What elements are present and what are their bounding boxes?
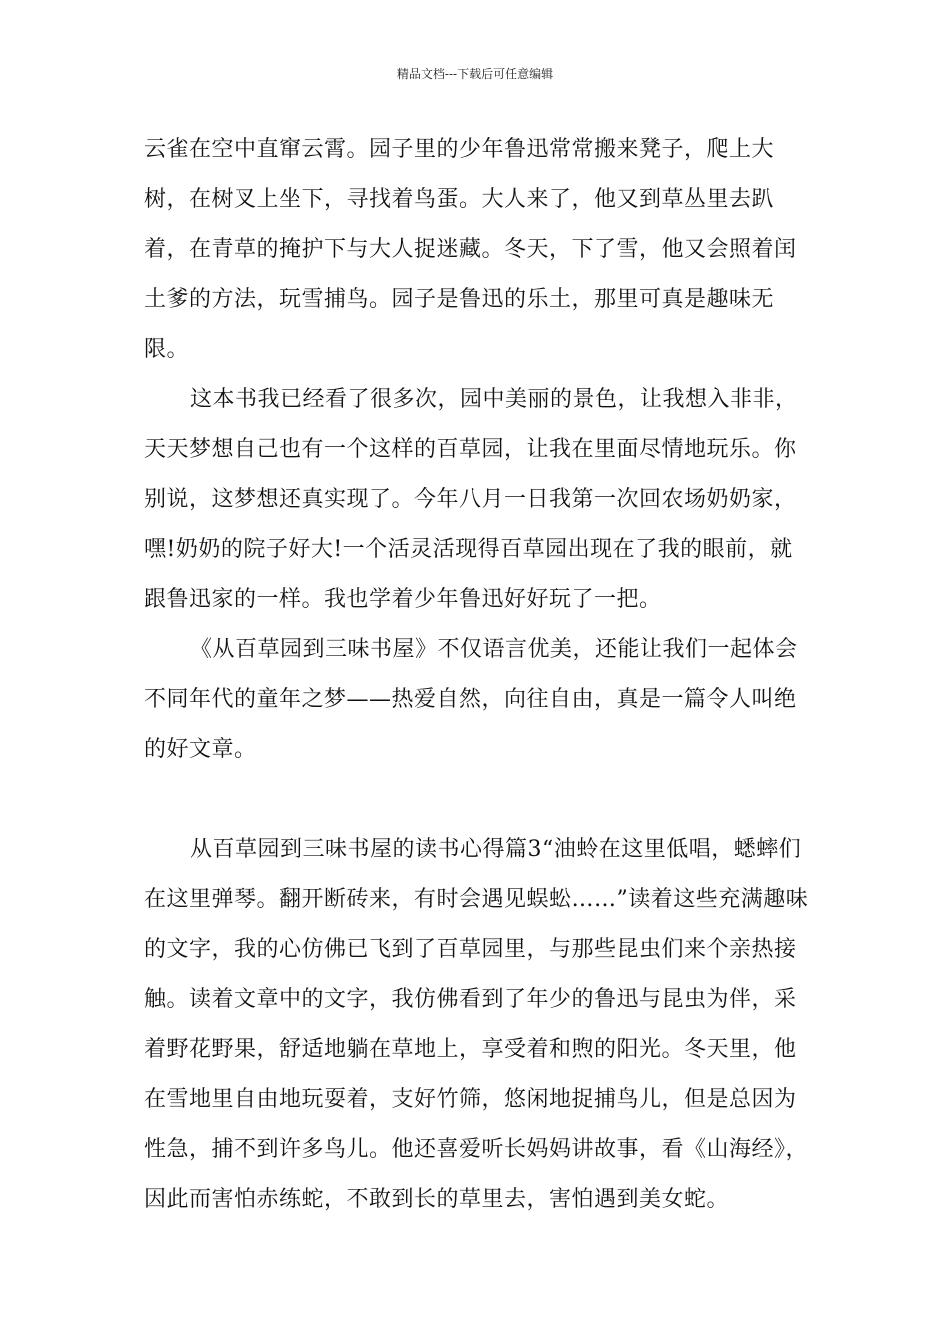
text-section-essay-3: [144, 825, 814, 1225]
paragraph-conclusion: 《从百草园到三味书屋》不仅语言优美，还能让我们一起体会不同年代的童年之梦——热爱自然，向往自由，真是一篇令人叫绝的好文章。: [144, 637, 798, 762]
page-header: 精品文档---下载后可任意编辑: [396, 67, 554, 81]
paragraph-dream-garden: 这本书我已经看了很多次，园中美丽的景色，让我想入非非，天天梦想自己也有一个这样的百草园，让我在里面尽情地玩乐。你别说，这梦想还真实现了。今年八月一日我第一次回农场奶奶家，嘿!奶奶的院子好大!一个活灵活现得百草园出现在了我的眼前，就跟鲁迅家的一样。我也学着少年鲁迅好好玩了一把。: [144, 387, 798, 612]
paragraph-garden-play: 云雀在空中直窜云霄。园子里的少年鲁迅常常搬来凳子，爬上大树，在树叉上坐下，寻找着鸟蛋。大人来了，他又到草丛里去趴着，在青草的掩护下与大人捉迷藏。冬天，下了雪，他又会照着闰土爹的方法，玩雪捕鸟。园子是鲁迅的乐土，那里可真是趣味无限。: [144, 137, 797, 362]
text-section-continued: [144, 125, 814, 775]
paragraph-essay-3-opening: 从百草园到三味书屋的读书心得篇3“油蛉在这里低唱，蟋蟀们在这里弹琴。翻开断砖来，有时会遇见蜈蚣……”读着这些充满趣味的文字，我的心仿佛已飞到了百草园里，与那些昆虫们来个亲热接触。读着文章中的文字，我仿佛看到了年少的鲁迅与昆虫为伴，采着野花野果，舒适地躺在草地上，享受着和煦的阳光。冬天里，他在雪地里自由地玩耍着，支好竹筛，悠闲地捉捕鸟儿，但是总因为性急，捕不到许多鸟儿。他还喜爱听长妈妈讲故事，看《山海经》，因此而害怕赤练蛇，不敢到长的草里去，害怕遇到美女蛇。: [144, 837, 809, 1212]
